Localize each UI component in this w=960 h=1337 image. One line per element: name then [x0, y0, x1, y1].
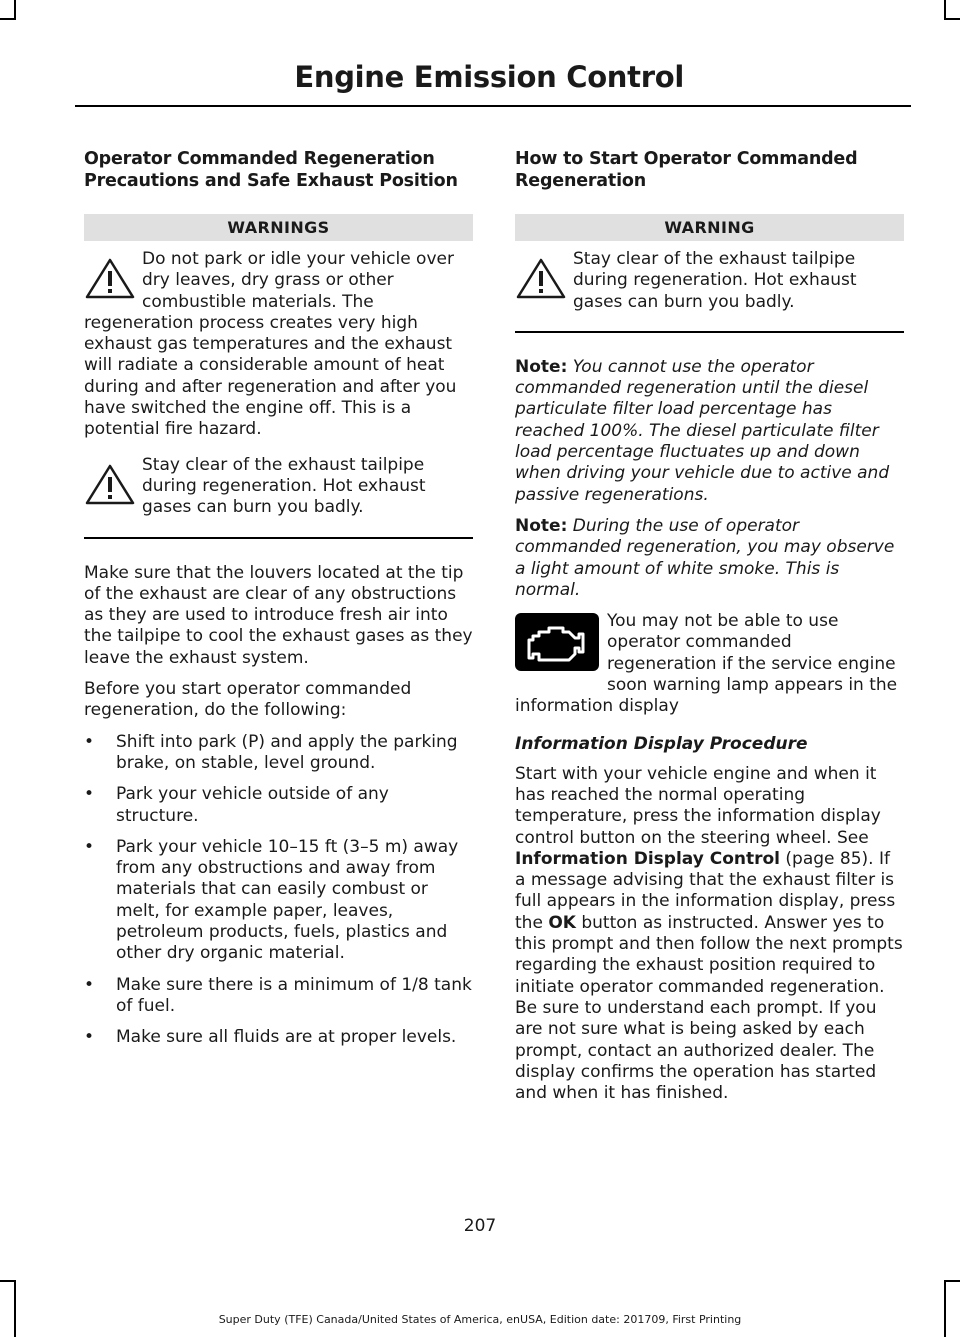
- warnings-box: [84, 214, 473, 539]
- crop-mark-top-left: [14, 0, 16, 20]
- crop-mark-top-right: [944, 0, 946, 20]
- list-item: • Park your vehicle 10–15 ft (3–5 m) away from any obstructions and away from materials that can easily combust or melt, for example paper, leaves, petroleum products, fuels, plastics and other dry organic material.: [84, 836, 459, 964]
- crop-mark-top-right-h: [946, 18, 960, 20]
- warning-box: [515, 214, 904, 333]
- crop-mark-bottom-left-h: [0, 1280, 14, 1282]
- warning-triangle-icon: [515, 257, 567, 299]
- note-paragraph: [515, 516, 904, 601]
- warning-title: WARNING: [515, 214, 904, 241]
- note-label: Note:: [515, 515, 568, 536]
- page-number: 207: [463, 1216, 497, 1236]
- warning-triangle-icon: [84, 463, 136, 505]
- section-heading-how-to-start: How to Start Operator Commanded Regeneration: [515, 149, 858, 191]
- ok-button-label: OK: [548, 912, 576, 933]
- note-label: Note:: [515, 356, 568, 377]
- list-item: • Shift into park (P) and apply the parking brake, on stable, level ground.: [84, 731, 458, 773]
- crop-mark-bottom-right: [944, 1280, 946, 1337]
- crop-mark-bottom-left: [14, 1280, 16, 1337]
- note-paragraph: [515, 357, 904, 506]
- bullet: •: [84, 836, 95, 857]
- warning-text: Stay clear of the exhaust tailpipe during regeneration. Hot exhaust gases can burn you badly.: [142, 454, 426, 518]
- warning-triangle-icon: [84, 257, 136, 299]
- bullet: •: [84, 731, 95, 752]
- engine-lamp-paragraph: [515, 611, 904, 717]
- louvers-paragraph: Make sure that the louvers located at the tip of the exhaust are clear of any obstructions as they are used to introduce fresh air into the tailpipe to cool the exhaust gases as they leave the exhaust system.: [84, 562, 473, 668]
- right-column: [515, 148, 904, 1114]
- crop-mark-top-left-h: [0, 18, 14, 20]
- page-title: Engine Emission Control: [294, 60, 684, 94]
- before-start-paragraph: Before you start operator commanded regeneration, do the following:: [84, 679, 412, 721]
- warning-item: [84, 249, 473, 441]
- list-item: • Make sure there is a minimum of 1/8 tank of fuel.: [84, 974, 472, 1016]
- warning-text: Stay clear of the exhaust tailpipe during regeneration. Hot exhaust gases can burn you badly.: [573, 249, 857, 312]
- info-display-link[interactable]: Information Display Control: [515, 848, 781, 869]
- engine-lamp-text: You may not be able to use operator commanded regeneration if the service engine soon warning lamp appears in the information display: [515, 611, 898, 717]
- warning-item: [515, 249, 904, 313]
- bullet: •: [84, 784, 95, 805]
- note-text: During the use of operator commanded regeneration, you may observe a light amount of white smoke. This is normal.: [515, 515, 895, 600]
- header-rule: [75, 105, 911, 107]
- procedure-paragraph: Start with your vehicle engine and when it has reached the normal operating temperature, press the information display control button on the steering wheel. See Information Display Control (page 85). If a message advising that the exhaust filter is full appears in the information display, press the OK button as instructed. Answer yes to this prompt and then follow the next prompts regarding the exhaust position required to initiate operator commanded regeneration. Be sure to understand each prompt. If you are not sure what is being asked by each prompt, contact an authorized dealer. The display confirms the operation has started and when it has finished.: [515, 763, 903, 1104]
- list-item: • Park your vehicle outside of any structure.: [84, 784, 389, 826]
- footer-text: Super Duty (TFE) Canada/United States of America, enUSA, Edition date: 201709, First Printing: [218, 1313, 742, 1326]
- bullet: •: [84, 1027, 95, 1048]
- crop-mark-bottom-right-h: [946, 1280, 960, 1282]
- warning-text: Do not park or idle your vehicle over dry leaves, dry grass or other combustible materials. The regeneration process creates very high exhaust gas temperatures and the exhaust will radiate a considerable amount of heat during and after regeneration and after you have switched the engine off. This is a potential fire hazard.: [84, 249, 457, 440]
- subheading-procedure: Information Display Procedure: [515, 733, 808, 754]
- precaution-list: [84, 732, 473, 1049]
- bullet: •: [84, 974, 95, 995]
- section-heading-precautions: Operator Commanded Regeneration Precautions and Safe Exhaust Position: [84, 149, 458, 191]
- list-item: • Make sure all fluids are at proper levels.: [84, 1027, 457, 1048]
- left-column: [84, 148, 473, 1059]
- check-engine-icon: [515, 613, 599, 671]
- warning-item: [84, 455, 473, 519]
- warnings-title: WARNINGS: [84, 214, 473, 241]
- note-text: You cannot use the operator commanded regeneration until the diesel particulate filter load percentage has reached 100%. The diesel particulate filter load percentage fluctuates up and down when driving your vehicle due to active and passive regenerations.: [515, 356, 890, 505]
